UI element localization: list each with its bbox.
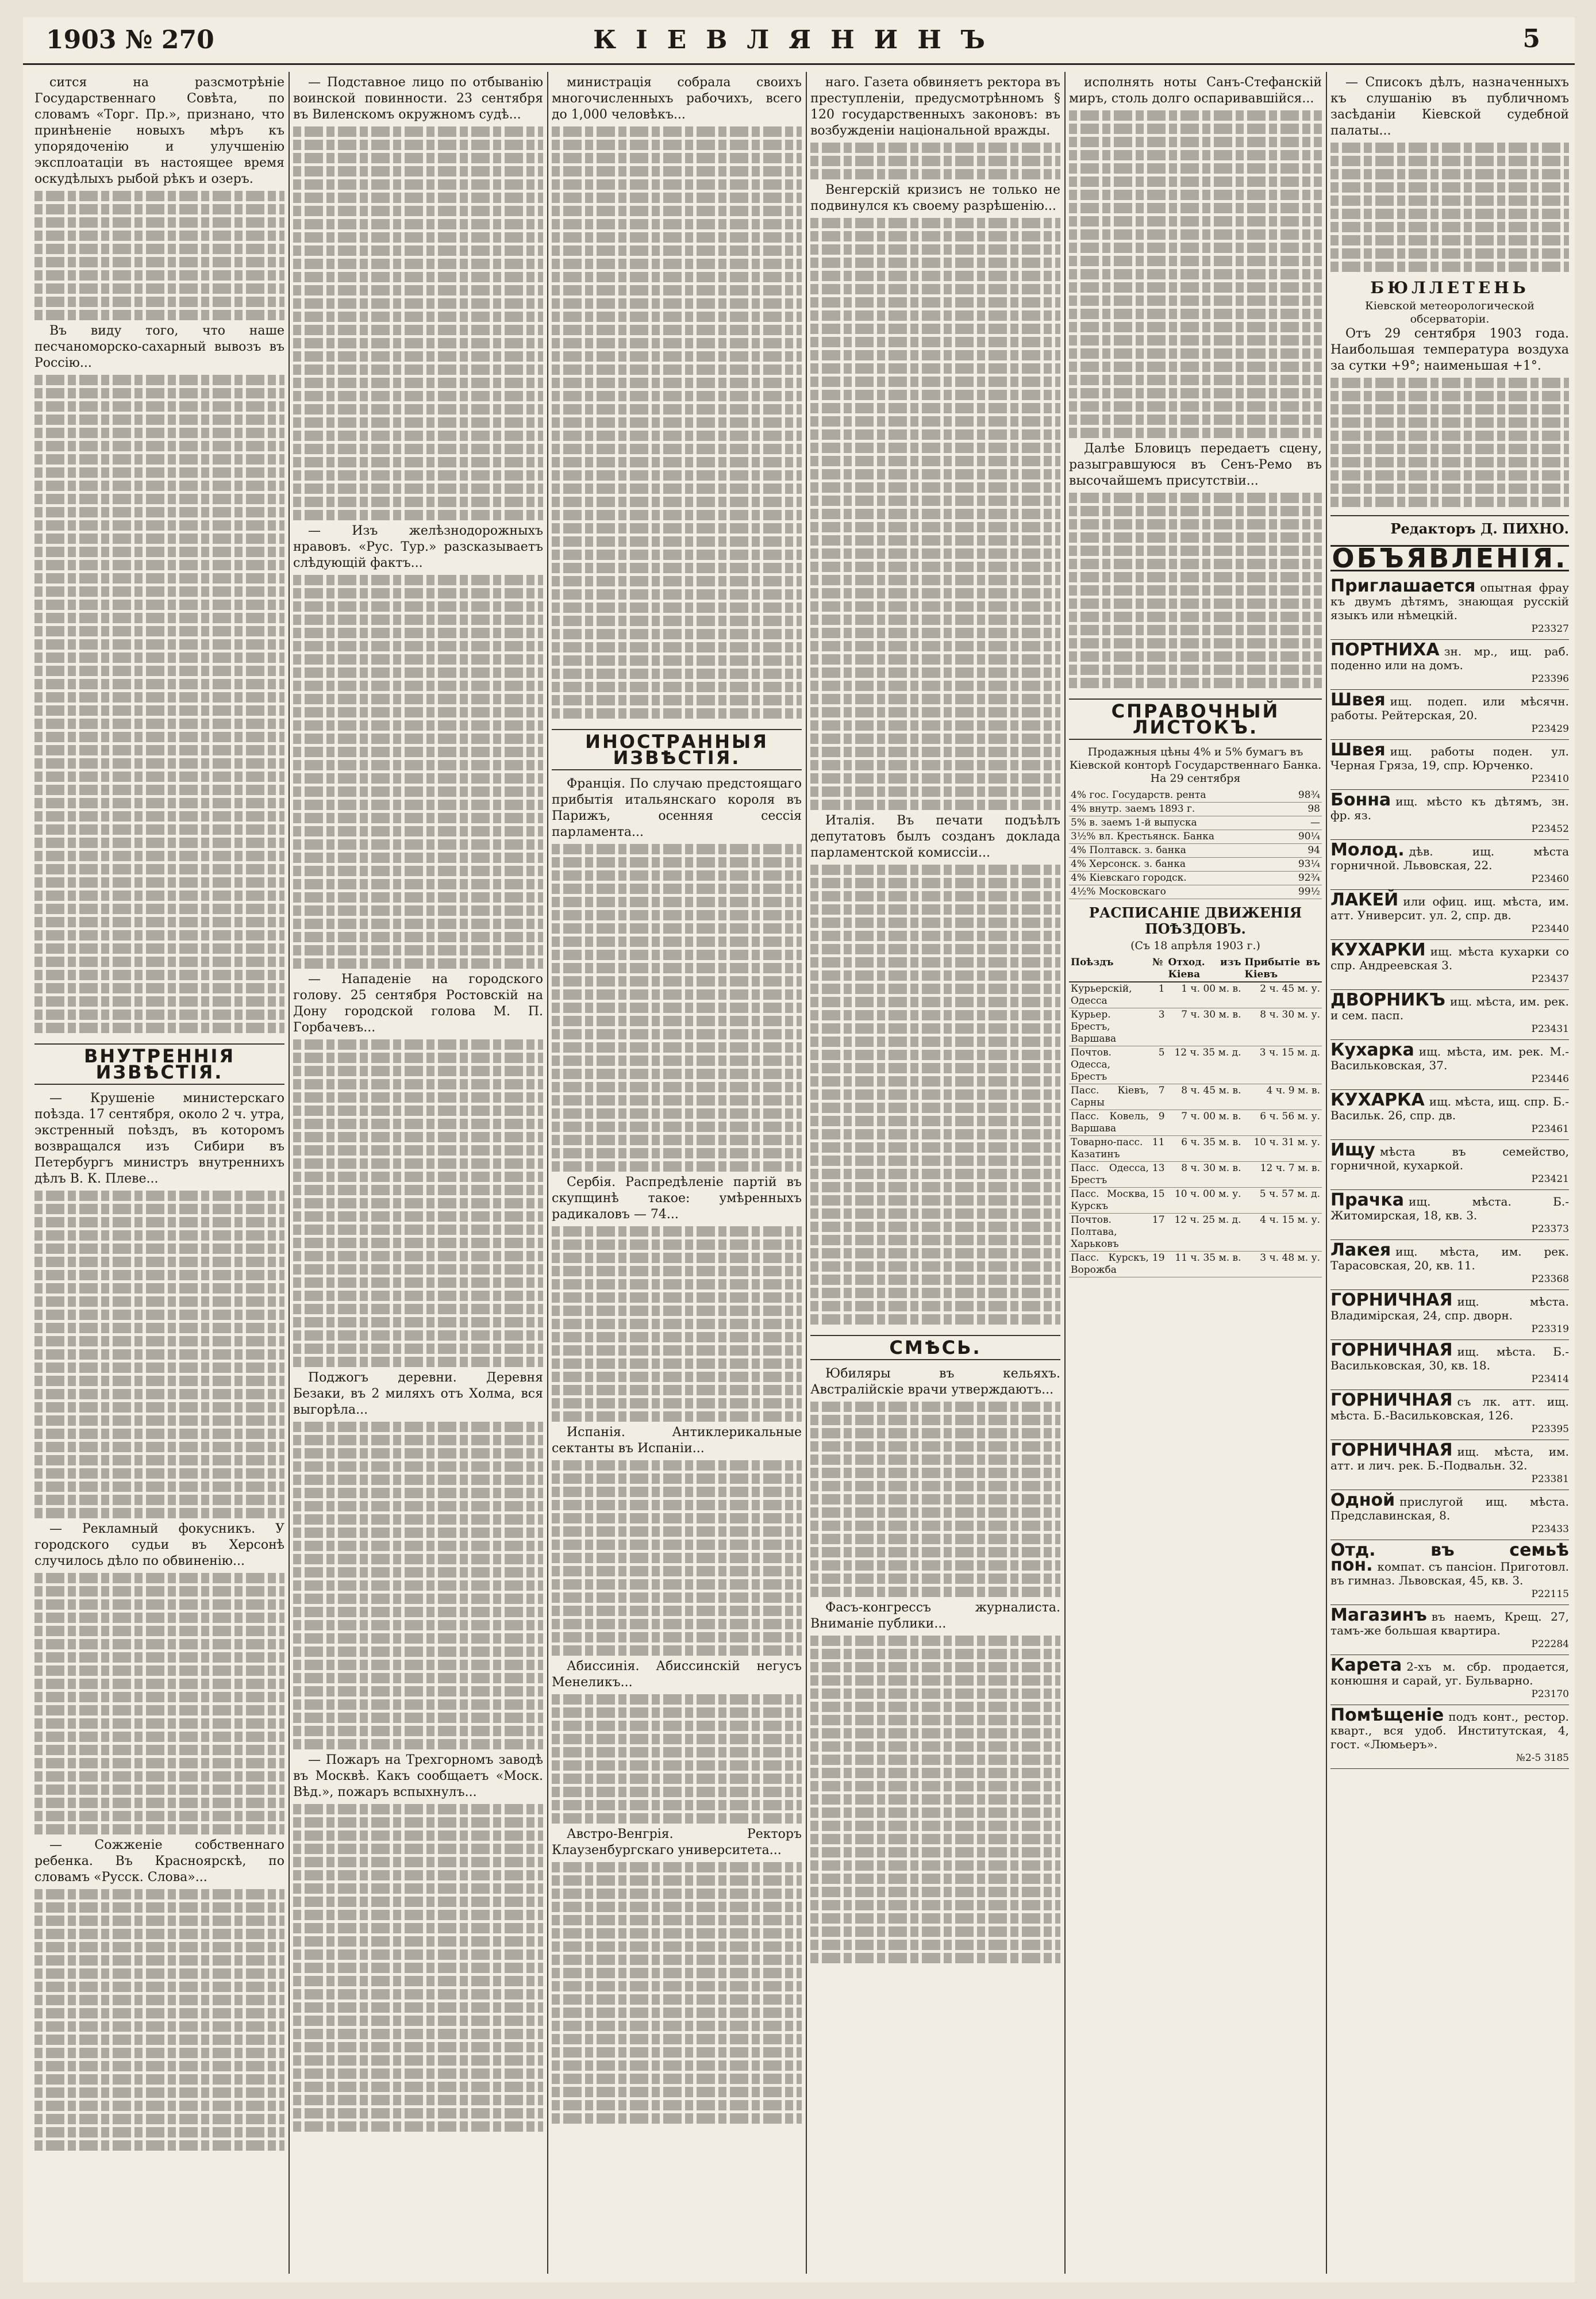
classified-ad (1330, 690, 1569, 740)
rate-value: 92¾ (1285, 872, 1322, 885)
schedule-route: Курьер. Бреcтъ, Варшава (1069, 1008, 1151, 1046)
article-paragraph: Далѣе Бловицъ передаетъ сцену, разыгравшуюся въ Сенъ-Ремо въ высочайшемъ присутствіи... (1069, 442, 1322, 488)
ad-text: ищ. мѣсто къ дѣтямъ, зн. фр. яз. (1330, 795, 1569, 822)
classified-ad (1330, 640, 1569, 690)
ad-reference: Р23170 (1531, 1688, 1569, 1700)
article-paragraph: — Списокъ дѣлъ, назначенныхъ къ слушанію въ публичномъ засѣданіи Кіевской судебной палаты... (1330, 75, 1569, 138)
article-paragraph: Въ виду того, что наше песчаноморско-сахарный вывозъ въ Россію... (34, 324, 284, 370)
rate-value: 90¼ (1285, 830, 1322, 844)
ad-heading: Ищу (1330, 1140, 1375, 1160)
ad-text: дѣв. ищ. мѣста горничной. Львовская, 22. (1330, 845, 1569, 872)
rate-name: 4% Херсонск. з. банка (1069, 858, 1285, 872)
schedule-route: Курьерскій, Одесса (1069, 982, 1151, 1008)
schedule-route: Пасс. Одесса, Бреcтъ (1069, 1162, 1151, 1188)
classified-ad (1330, 576, 1569, 640)
ad-text: 2-хъ м. сбр. продается, конюшня и сарай, уг. Бульварно. (1330, 1660, 1569, 1687)
table-row (1069, 830, 1322, 844)
ad-heading: Помѣщеніе (1330, 1705, 1444, 1725)
article-paragraph: — Пожаръ на Трехгорномъ заводѣ въ Москвѣ. Какъ сообщаетъ «Моск. Вѣд.», пожаръ вспыхнулъ... (293, 1753, 543, 1799)
section-heading: ИНОСТРАННЫЯ ИЗВѢСТІЯ. (552, 729, 802, 770)
article-paragraph: — Крушеніе министерскаго поѣзда. 17 сентября, около 2 ч. утра, экстренный поѣздъ, въ которомъ возвращался изъ Сибири въ Петербургъ министръ внутреннихъ дѣлъ В. К. Плеве... (34, 1091, 284, 1186)
schedule-arr: 12 ч. 7 м. в. (1243, 1162, 1322, 1188)
ad-text: мѣста въ семейство, горничной, кухаркой. (1330, 1145, 1569, 1172)
ad-reference: Р23319 (1531, 1323, 1569, 1335)
ad-heading: ГОРНИЧНАЯ (1330, 1440, 1453, 1460)
ad-text: ищ. мѣста кухарки со спр. Андреевская 3. (1330, 945, 1569, 972)
classified-ad (1330, 990, 1569, 1040)
ad-heading: Бонна (1330, 790, 1391, 810)
article-paragraph: Сербія. Распредѣленіе партій въ скупщинѣ такое: умѣренныхъ радикаловъ — 74... (552, 1175, 802, 1222)
classified-ad (1330, 940, 1569, 990)
classified-ad (1330, 840, 1569, 890)
rate-value: — (1285, 816, 1322, 830)
classified-ad (1330, 1440, 1569, 1490)
ad-text: прислугой ищ. мѣста. Предславинская, 8. (1330, 1495, 1569, 1522)
article-paragraph: Италія. Въ печати подъѣлъ депутатовъ былъ созданъ доклада парламентской комиссіи... (810, 813, 1060, 860)
article-paragraph: Поджогъ деревни. Деревня Безаки, въ 2 миляхъ отъ Холма, вся выгорѣла... (293, 1371, 543, 1417)
classified-ad (1330, 1540, 1569, 1605)
newspaper-page (23, 17, 1575, 2282)
ad-reference: Р23395 (1531, 1423, 1569, 1435)
schedule-route: Пасс. Курскъ, Ворожба (1069, 1252, 1151, 1277)
schedule-dep: 10 ч. 00 м. у. (1167, 1188, 1243, 1214)
classified-ad (1330, 1705, 1569, 1769)
ad-text: компат. съ пансіон. Приготовл. въ гимназ. Львовская, 45, кв. 3. (1330, 1560, 1569, 1587)
ad-reference: Р23429 (1531, 723, 1569, 735)
ad-reference: Р22115 (1531, 1588, 1569, 1600)
classified-ad (1330, 1240, 1569, 1290)
article-paragraph: наго. Газета обвиняетъ ректора въ преступленіи, предусмотрѣнномъ § 120 государственныхъ законовъ: въ возбужденіи національной вражды. (810, 75, 1060, 138)
ad-reference: Р23460 (1531, 873, 1569, 885)
ad-heading: Кухарка (1330, 1040, 1414, 1060)
ads-list (1330, 576, 1569, 1769)
ad-heading: Швея (1330, 690, 1386, 710)
article-paragraph: Австро-Венгрія. Ректоръ Клаузенбургскаго университета... (552, 1827, 802, 1857)
ad-heading: Прачка (1330, 1190, 1405, 1210)
classified-ad (1330, 1390, 1569, 1440)
ad-text: ищ. мѣста, им. атт. и лич. рек. Б.-Подвальн. 32. (1330, 1445, 1569, 1472)
classified-ad (1330, 1290, 1569, 1340)
rate-value: 94 (1285, 844, 1322, 858)
ad-text: ищ. мѣста, им. рек. М.-Васильковская, 37. (1330, 1045, 1569, 1072)
table-row (1069, 885, 1322, 899)
ad-text: или офиц. ищ. мѣста, им. атт. Университ. ул. 2, спр. дв. (1330, 895, 1569, 922)
ad-reference: Р23446 (1531, 1073, 1569, 1085)
ad-text: зн. мр., ищ. раб. поденно или на домъ. (1330, 644, 1569, 672)
table-row (1069, 1084, 1322, 1110)
rate-value: 98 (1285, 803, 1322, 816)
ad-reference: Р23381 (1531, 1473, 1569, 1485)
table-row (1069, 1136, 1322, 1162)
classified-ad (1330, 1655, 1569, 1705)
classified-ad (1330, 740, 1569, 790)
ad-text: ищ. мѣста. Владимірская, 24, спр. дворн. (1330, 1295, 1569, 1322)
ad-reference: Р23461 (1531, 1123, 1569, 1135)
classified-ad (1330, 1140, 1569, 1190)
table-row (1069, 1252, 1322, 1277)
table-header: Поѣздъ (1069, 956, 1151, 982)
table-subtitle: Продажныя цѣны 4% и 5% бумагъ въ Кіевской конторѣ Государственнаго Банка. (1069, 746, 1322, 772)
ad-reference: Р23437 (1531, 973, 1569, 985)
section-heading: СПРАВОЧНЫЙ ЛИСТОКЪ. (1069, 698, 1322, 740)
ad-reference: Р23368 (1531, 1273, 1569, 1285)
ad-text: ищ. работы поден. ул. Черная Гряза, 19, спр. Юрченко. (1330, 744, 1569, 772)
rate-name: 3½% вл. Крестьянск. Банка (1069, 830, 1285, 844)
rate-name: 4% Кіевскаго городск. (1069, 872, 1285, 885)
masthead (23, 17, 1575, 65)
schedule-arr: 4 ч. 9 м. в. (1243, 1084, 1322, 1110)
column-rule (806, 72, 807, 2274)
table-header: № (1151, 956, 1167, 982)
ad-text: ищ. мѣста, им. рек. и сем. пасп. (1330, 995, 1569, 1022)
schedule-arr: 5 ч. 57 м. д. (1243, 1188, 1322, 1214)
ad-reference: Р23421 (1531, 1173, 1569, 1185)
table-row (1069, 1110, 1322, 1136)
schedule-dep: 12 ч. 35 м. д. (1167, 1046, 1243, 1084)
editor-line: Редакторъ Д. ПИХНО. (1330, 515, 1569, 537)
schedule-no: 7 (1151, 1084, 1167, 1110)
ad-reference: Р22284 (1531, 1638, 1569, 1650)
classified-ad (1330, 1190, 1569, 1240)
ad-reference: Р23327 (1531, 623, 1569, 635)
schedule-route: Пасс. Москва, Курскъ (1069, 1188, 1151, 1214)
table-date: На 29 сентября (1150, 772, 1241, 785)
ad-text: съ лк. атт. ищ. мѣста. Б.-Васильковская, 126. (1330, 1395, 1569, 1422)
ad-text: ищ. мѣста. Б.-Житомирская, 18, кв. 3. (1330, 1195, 1569, 1222)
article-paragraph: Венгерскій кризисъ не только не подвинулся къ своему разрѣшенію... (810, 183, 1060, 213)
table-header: Отход. изъ Кіева (1167, 956, 1243, 982)
rate-name: 4½% Московскаго (1069, 885, 1285, 899)
ad-heading: ДВОРНИКЪ (1330, 990, 1445, 1010)
rate-name: 4% внутр. заемъ 1893 г. (1069, 803, 1285, 816)
article-paragraph: — Нападеніе на городского голову. 25 сентября Ростовскій на Дону городской голова М. П. Горбачевъ... (293, 972, 543, 1035)
schedule-route: Товарно-пасс. Казатинъ (1069, 1136, 1151, 1162)
table-row (1069, 803, 1322, 816)
article-paragraph: Абиссинія. Абиссинскій негусъ Менеликъ... (552, 1659, 802, 1690)
rate-value: 93¼ (1285, 858, 1322, 872)
column-5 (1069, 75, 1322, 2271)
column-4 (810, 75, 1060, 2271)
article-paragraph: Испанія. Антиклерикальные сектанты въ Испаніи... (552, 1425, 802, 1456)
article-paragraph: исполнять ноты Санъ-Стефанскій миръ, столь долго оспаривавшійся... (1069, 75, 1322, 106)
ad-heading: ГОРНИЧНАЯ (1330, 1390, 1453, 1410)
schedule-dep: 1 ч. 00 м. в. (1167, 982, 1243, 1008)
table-row (1069, 844, 1322, 858)
article-paragraph: Франція. По случаю предстоящаго прибытія итальянскаго короля въ Парижъ, осенняя сессія парламента... (552, 777, 802, 839)
ad-reference: Р23414 (1531, 1373, 1569, 1385)
ad-heading: Лакея (1330, 1240, 1391, 1260)
ad-reference: Р23373 (1531, 1223, 1569, 1235)
ad-text: опытная фрау къ двумъ дѣтямъ, знающая русскій языкъ или нѣмецкій. (1330, 581, 1569, 622)
ad-reference: Р23452 (1531, 823, 1569, 835)
classified-ad (1330, 1090, 1569, 1140)
ad-heading: ЛАКЕЙ (1330, 890, 1399, 910)
rate-value: 98¾ (1285, 789, 1322, 803)
column-3 (552, 75, 802, 2271)
table-row (1069, 1162, 1322, 1188)
schedule-arr: 6 ч. 56 м. у. (1243, 1110, 1322, 1136)
column-rule (289, 72, 290, 2274)
schedule-arr: 4 ч. 15 м. у. (1243, 1214, 1322, 1252)
bulletin-title: БЮЛЛЕТЕНЬ (1370, 278, 1529, 297)
schedule-no: 13 (1151, 1162, 1167, 1188)
rates-table (1069, 789, 1322, 899)
ad-heading: Приглашается (1330, 576, 1476, 596)
rate-name: 4% гос. Государств. рента (1069, 789, 1285, 803)
bulletin-subtitle: Кіевской метеорологической обсерваторіи. (1365, 300, 1535, 325)
schedule-arr: 3 ч. 15 м. д. (1243, 1046, 1322, 1084)
ad-heading: ПОРТНИХА (1330, 640, 1440, 660)
ad-heading: Карета (1330, 1655, 1402, 1675)
ad-heading: Магазинъ (1330, 1605, 1427, 1625)
schedule-arr: 8 ч. 30 м. у. (1243, 1008, 1322, 1046)
schedule-no: 19 (1151, 1252, 1167, 1277)
schedule-no: 17 (1151, 1214, 1167, 1252)
schedule-route: Пасс. Кіевъ, Сарны (1069, 1084, 1151, 1110)
ad-reference: Р23396 (1531, 673, 1569, 685)
schedule-dep: 12 ч. 25 м. д. (1167, 1214, 1243, 1252)
ad-reference: Р23433 (1531, 1523, 1569, 1535)
ad-heading: Швея (1330, 740, 1386, 760)
table-header: Прибытіе въ Кіевъ (1243, 956, 1322, 982)
ad-text: ищ. мѣста, ищ. спр. Б.-Васильк. 26, спр. дв. (1330, 1095, 1569, 1122)
schedule-route: Пасс. Ковель, Варшава (1069, 1110, 1151, 1136)
schedule-no: 1 (1151, 982, 1167, 1008)
ad-text: ищ. мѣста, им. рек. Тарасовская, 20, кв. 11. (1330, 1245, 1569, 1272)
newspaper-title: КІЕВЛЯНИНЪ (593, 25, 1005, 55)
ad-heading: Одной (1330, 1490, 1395, 1510)
article-paragraph: Фасъ-конгрессъ журналиста. Вниманіе публики... (810, 1601, 1060, 1631)
ads-heading: ОБЪЯВЛЕНІЯ. (1330, 545, 1569, 571)
ad-heading: Отд. въ семьѣ пон. (1330, 1540, 1569, 1575)
rate-value: 99½ (1285, 885, 1322, 899)
schedule-dep: 8 ч. 30 м. в. (1167, 1162, 1243, 1188)
schedule-no: 9 (1151, 1110, 1167, 1136)
schedule-subtitle: (Съ 18 апрѣля 1903 г.) (1130, 939, 1260, 952)
schedule-route: Почтов. Одесса, Бреcтъ (1069, 1046, 1151, 1084)
classified-ad (1330, 1040, 1569, 1090)
column-rule (1064, 72, 1066, 2274)
table-row (1069, 1188, 1322, 1214)
schedule-dep: 11 ч. 35 м. в. (1167, 1252, 1243, 1277)
schedule-title: РАСПИСАНІЕ ДВИЖЕНІЯ ПОѢЗДОВЪ. (1089, 904, 1302, 937)
ad-heading: ГОРНИЧНАЯ (1330, 1340, 1453, 1360)
schedule-no: 11 (1151, 1136, 1167, 1162)
bulletin-text: Отъ 29 сентября 1903 года. Наибольшая температура воздуха за сутки +9°; наименьшая +1°. (1330, 327, 1569, 373)
ad-text: въ наемъ, Крещ. 27, тамъ-же большая квартира. (1330, 1610, 1569, 1637)
article-paragraph: Юбиляры въ кельяхъ. Австралійскіе врачи утверждаютъ... (810, 1367, 1060, 1397)
schedule-dep: 8 ч. 45 м. в. (1167, 1084, 1243, 1110)
table-row (1069, 789, 1322, 803)
classified-ad (1330, 890, 1569, 940)
schedule-no: 15 (1151, 1188, 1167, 1214)
ad-heading: Молод. (1330, 840, 1405, 860)
classified-ad (1330, 1340, 1569, 1390)
table-row (1069, 982, 1322, 1008)
schedule-no: 5 (1151, 1046, 1167, 1084)
schedule-no: 3 (1151, 1008, 1167, 1046)
schedule-arr: 3 ч. 48 м. у. (1243, 1252, 1322, 1277)
schedule-dep: 6 ч. 35 м. в. (1167, 1136, 1243, 1162)
ad-heading: КУХАРКА (1330, 1090, 1425, 1110)
article-paragraph: сится на разсмотрѣніе Государственнаго Совѣта, по словамъ «Торг. Пр.», признано, что принѣненіе новыхъ мѣръ къ упорядоченію и улучшенію эксплоатаціи въ настоящее время оскудѣлыхъ рыбой рѣкъ и озеръ. (34, 75, 284, 186)
ad-reference: №2-5 3185 (1516, 1752, 1569, 1764)
article-paragraph: — Сожженіе собственнаго ребенка. Въ Красноярскѣ, по словамъ «Русск. Слова»... (34, 1838, 284, 1885)
section-heading: ВНУТРЕННІЯ ИЗВѢСТІЯ. (34, 1043, 284, 1085)
issue-number: 1903 № 270 (46, 25, 214, 55)
classified-ad (1330, 790, 1569, 840)
ad-text: ищ. мѣста. Б.-Васильковская, 30, кв. 18. (1330, 1345, 1569, 1372)
column-2 (293, 75, 543, 2271)
article-paragraph: — Рекламный фокусникъ. У городского судьи въ Херсонѣ случилось дѣло по обвиненію... (34, 1522, 284, 1568)
table-row (1069, 1008, 1322, 1046)
schedule-dep: 7 ч. 30 м. в. (1167, 1008, 1243, 1046)
column-6 (1330, 75, 1569, 2271)
column-1 (34, 75, 284, 2271)
schedule-dep: 7 ч. 00 м. в. (1167, 1110, 1243, 1136)
table-row (1069, 816, 1322, 830)
ad-text: подъ конт., рестор. кварт., вся удоб. Институтская, 4, гост. «Люмьеръ». (1330, 1710, 1569, 1751)
table-row (1069, 1214, 1322, 1252)
article-paragraph: министрація собрала своихъ многочисленныхъ рабочихъ, всего до 1,000 человѣкъ... (552, 75, 802, 122)
table-row (1069, 858, 1322, 872)
table-row (1069, 1046, 1322, 1084)
section-heading: СМѢСЬ. (810, 1335, 1060, 1360)
schedule-arr: 2 ч. 45 м. у. (1243, 982, 1322, 1008)
column-rule (547, 72, 548, 2274)
train-schedule-table (1069, 956, 1322, 1277)
ad-reference: Р23410 (1531, 773, 1569, 785)
ad-reference: Р23440 (1531, 923, 1569, 935)
rate-name: 5% в. заемъ 1-й выпуска (1069, 816, 1285, 830)
ad-heading: ГОРНИЧНАЯ (1330, 1290, 1453, 1310)
classified-ad (1330, 1490, 1569, 1540)
ad-heading: КУХАРКИ (1330, 940, 1426, 960)
column-rule (1326, 72, 1327, 2274)
ad-text: ищ. подеп. или мѣсячн. работы. Рейтерская, 20. (1330, 694, 1569, 722)
page-number: 5 (1522, 24, 1540, 53)
schedule-arr: 10 ч. 31 м. у. (1243, 1136, 1322, 1162)
ad-reference: Р23431 (1531, 1023, 1569, 1035)
schedule-route: Почтов. Полтава, Харьковъ (1069, 1214, 1151, 1252)
rate-name: 4% Полтавск. з. банка (1069, 844, 1285, 858)
article-paragraph: — Изъ желѣзнодорожныхъ нравовъ. «Рус. Тур.» разсказываетъ слѣдующій фактъ... (293, 524, 543, 570)
table-row (1069, 872, 1322, 885)
classified-ad (1330, 1605, 1569, 1655)
article-paragraph: — Подставное лицо по отбыванію воинской повинности. 23 сентября въ Виленскомъ окружномъ судѣ... (293, 75, 543, 122)
